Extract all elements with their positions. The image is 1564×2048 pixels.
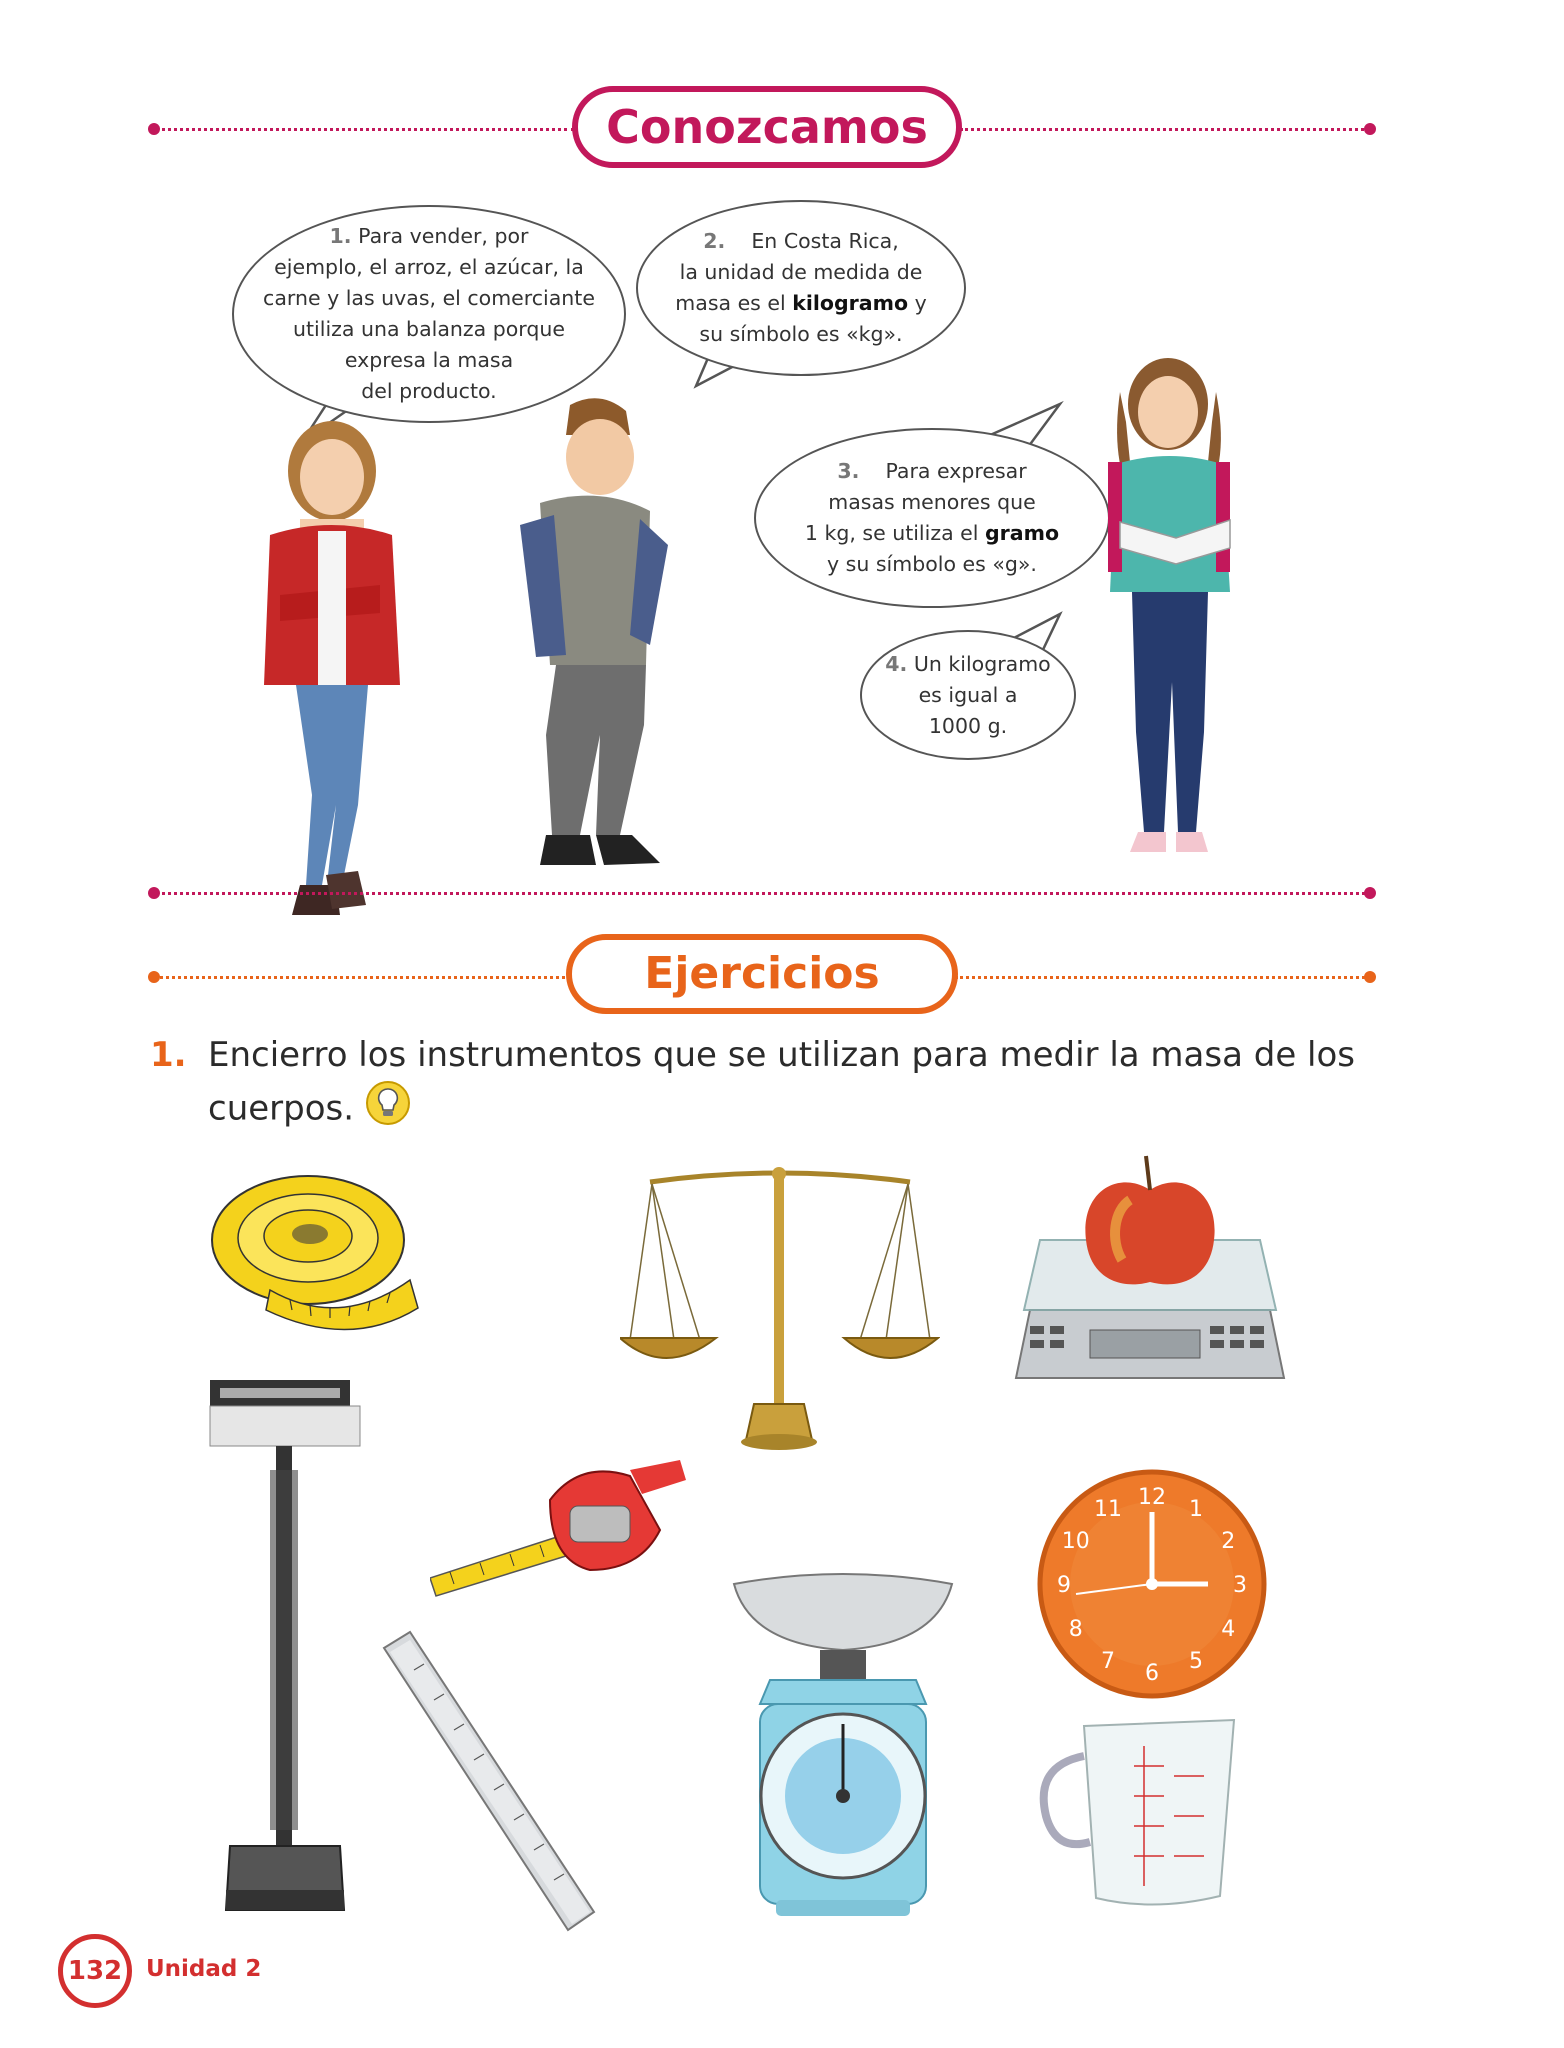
conozcamos-title: Conozcamos [572,86,962,168]
clock-numeral: 12 [1138,1485,1166,1510]
wall-clock-image [1036,1468,1268,1700]
exercise-instruction: Encierro los instrumentos que se utilizan para medir la masa de los cuerpos. [208,1030,1408,1140]
conozcamos-rule-right [960,128,1370,131]
exercise-number: 1. [150,1035,187,1075]
bubble-number: 1. [329,224,352,248]
clock-numeral: 8 [1068,1617,1083,1642]
rule-dot [148,887,160,899]
clock-numeral: 7 [1101,1649,1115,1675]
rule-dot [1364,123,1376,135]
conozcamos-rule-bottom [155,892,1365,895]
rule-dot [1364,887,1376,899]
speech-bubble-2: 2. En Costa Rica, la unidad de medida de masa es el kilogramo y su símbolo es «kg». [636,200,966,376]
measuring-cup-image [1034,1716,1248,1910]
ejercicios-rule-left [155,976,570,979]
girl-backpack-illustration [1080,352,1260,882]
tape-measure-image [430,1460,690,1610]
ejercicios-rule-right [955,976,1370,979]
girl-red-sweater-illustration [240,415,420,945]
rule-dot [148,123,160,135]
balance-scale-image [620,1160,940,1460]
ruler-image [380,1630,600,1940]
page-number: 132 [67,1956,123,1986]
speech-bubble-4: 4. Un kilogramo es igual a 1000 g. [860,630,1076,760]
clock-numeral: 10 [1061,1529,1090,1554]
ejercicios-title: Ejercicios [566,934,958,1014]
digital-scale-apple-image [1010,1150,1290,1410]
measuring-tape-roll-image [200,1160,430,1340]
rule-dot [148,971,160,983]
rule-dot [1364,971,1376,983]
conozcamos-rule-left [155,128,575,131]
clock-numeral: 3 [1233,1573,1247,1598]
clock-numeral: 6 [1145,1661,1159,1686]
lightbulb-icon [365,1080,411,1140]
speech-bubble-1: 1. Para vender, por ejemplo, el arroz, el azúcar, la carne y las uvas, el comerciante utiliza una balanza porque expresa la masa del producto. [232,205,626,423]
clock-numeral: 4 [1221,1617,1236,1642]
dial-kitchen-scale-image [730,1564,956,1920]
page-number-badge [58,1934,132,2008]
unit-label: Unidad 2 [146,1956,262,1982]
speech-bubble-3: 3. Para expresar masas menores que 1 kg, se utiliza el gramo y su símbolo es «g». [754,428,1110,608]
clock-numeral: 1 [1189,1496,1203,1522]
upright-weight-scale-image [200,1370,380,1920]
boy-vest-illustration [500,395,680,895]
clock-numeral: 5 [1189,1649,1203,1675]
clock-numeral: 9 [1057,1573,1071,1598]
clock-numeral: 2 [1221,1529,1236,1554]
clock-numeral: 11 [1094,1496,1122,1522]
